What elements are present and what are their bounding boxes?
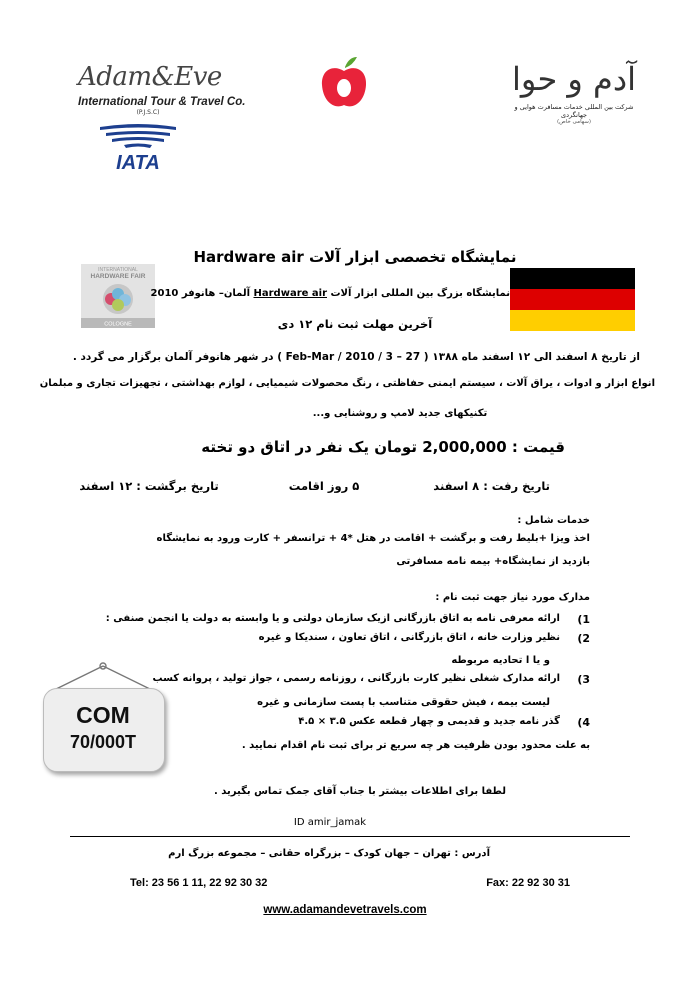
document-item-text: ارائه مدارک شغلی نظیر کارت بازرگانی ، روزنامه رسمی ، جواز تولید ، پروانه کسب	[152, 673, 560, 684]
departure-date: تاریخ رفت : ۸ اسفند	[433, 479, 550, 493]
document-item	[210, 632, 590, 643]
apple-logo-icon	[319, 55, 369, 111]
brand-logo-persian	[510, 62, 638, 125]
iata-logo	[96, 124, 180, 174]
tour-price: قیمت : 2,000,000 تومان یک نفر در اتاق دو تخته	[201, 438, 565, 456]
exhibit-items-line1: انواع ابزار و ادوات ، یراق آلات ، سیستم ایمنی حفاظتی ، رنگ محصولات شیمیایی ، لوازم بهداشتی ، تجهیزات تجاری و مبلمان	[39, 378, 655, 389]
brand-subtitle: International Tour & Travel Co.	[78, 96, 246, 108]
document-item	[152, 673, 590, 686]
brand-subtitle-persian: شرکت بین المللی خدمات مسافرت هوایی و جهانگردی	[514, 103, 634, 120]
flag-stripe-gold	[510, 310, 635, 331]
footer-divider	[70, 836, 630, 837]
subtitle-highlight: Hardware air	[253, 288, 327, 299]
germany-flag	[510, 268, 635, 331]
document-item-number: 2)	[577, 632, 590, 645]
capacity-note: به علت محدود بودن ظرفیت هر چه سریع تر برای ثبت نام اقدام نمایید .	[241, 740, 590, 751]
document-item-number: 3)	[577, 673, 590, 686]
footer-telephone: Tel: 23 56 1 11, 22 92 30 32	[130, 877, 268, 889]
page-title: نمایشگاه تخصصی ابزار آلات Hardware air	[193, 248, 517, 266]
registration-deadline: آخرین مهلت ثبت نام ۱۲ دی	[277, 317, 433, 331]
document-item-text: ارائه معرفی نامه به اتاق بازرگانی ازیک سازمان دولتی و یا وابسته به دولت یا انجمن صنفی :	[105, 613, 560, 624]
brand-subtitle2-persian: (سهامی خاص)	[556, 119, 592, 126]
tag-line1: COM	[76, 702, 130, 728]
return-date: تاریخ برگشت : ۱۲ اسفند	[79, 479, 219, 493]
services-line2: بازدید از نمایشگاه+ بیمه نامه مسافرتی	[396, 556, 590, 567]
price-tag	[40, 660, 166, 775]
subtitle-after: آلمان– هانوفر 2010	[150, 288, 251, 299]
flag-stripe-red	[510, 289, 635, 310]
exhibit-items-line2: تکنیکهای جدید لامپ و روشنایی و...	[312, 408, 488, 419]
tour-schedule	[79, 479, 550, 493]
subtitle-before: نمایشگاه بزرگ بین المللی ابزار آلات	[330, 288, 510, 299]
document-item-continuation: لیست بیمه ، فیش حقوقی متناسب با پست سازمانی و غیره	[257, 697, 550, 708]
brand-name-persian: آدم و حوا	[512, 60, 636, 98]
hardware-fair-logo	[81, 264, 155, 328]
document-item-continuation: و یا ا تحادیه مربوطه	[451, 655, 550, 666]
document-item	[298, 716, 590, 729]
tag-card	[43, 688, 165, 772]
iata-label: IATA	[116, 152, 160, 174]
stay-duration: ۵ روز اقامت	[288, 479, 360, 493]
tag-line2: 70/000T	[69, 732, 137, 752]
brand-pjsc: (P.J.S.C)	[136, 109, 160, 116]
footer-fax: Fax: 22 92 30 31	[486, 877, 570, 889]
document-item	[105, 613, 590, 626]
brand-name: Adam&Eve	[78, 62, 222, 92]
documents-heading: مدارک مورد نیاز جهت ثبت نام :	[435, 592, 590, 603]
footer-address: آدرس : تهران – جهان کودک – بزرگراه حقانی – مجموعه بزرگ ارم	[168, 848, 490, 859]
services-line1: اخذ ویزا +بلیط رفت و برگشت + اقامت در هتل *4 + ترانسفر + کارت ورود به نمایشگاه	[156, 533, 590, 544]
contact-id: ID amir_jamak	[293, 817, 367, 828]
fair-logo-name: HARDWARE FAIR	[90, 273, 146, 280]
services-heading: خدمات شامل :	[517, 515, 590, 526]
flag-stripe-black	[510, 268, 635, 289]
document-item-number: 1)	[577, 613, 590, 626]
fair-logo-top: INTERNATIONAL	[98, 267, 138, 273]
document-item-text: نظیر وزارت خانه ، اتاق بازرگانی ، اتاق تعاون ، سندیکا و غیره	[258, 632, 560, 643]
contact-instruction: لطفا برای اطلاعات بیشتر با جناب آقای جمک تماس بگیرید .	[213, 786, 507, 797]
brand-logo-english	[78, 62, 246, 116]
document-item-number: 4)	[577, 716, 590, 729]
website-link[interactable]: www.adamandevetravels.com	[263, 904, 427, 916]
event-dates: از تاریخ ۸ اسفند الی ۱۲ اسفند ماه ۱۳۸۸ ( 27 – 3 / Feb-Mar / 2010 ) در شهر هانوفر آلمان برگزار می گردد .	[72, 351, 640, 363]
page-subtitle	[150, 288, 510, 299]
fair-logo-city: COLOGNE	[104, 321, 132, 328]
document-item-text: گذر نامه جدید و قدیمی و چهار قطعه عکس ۳.۵ × ۴.۵	[298, 716, 560, 727]
